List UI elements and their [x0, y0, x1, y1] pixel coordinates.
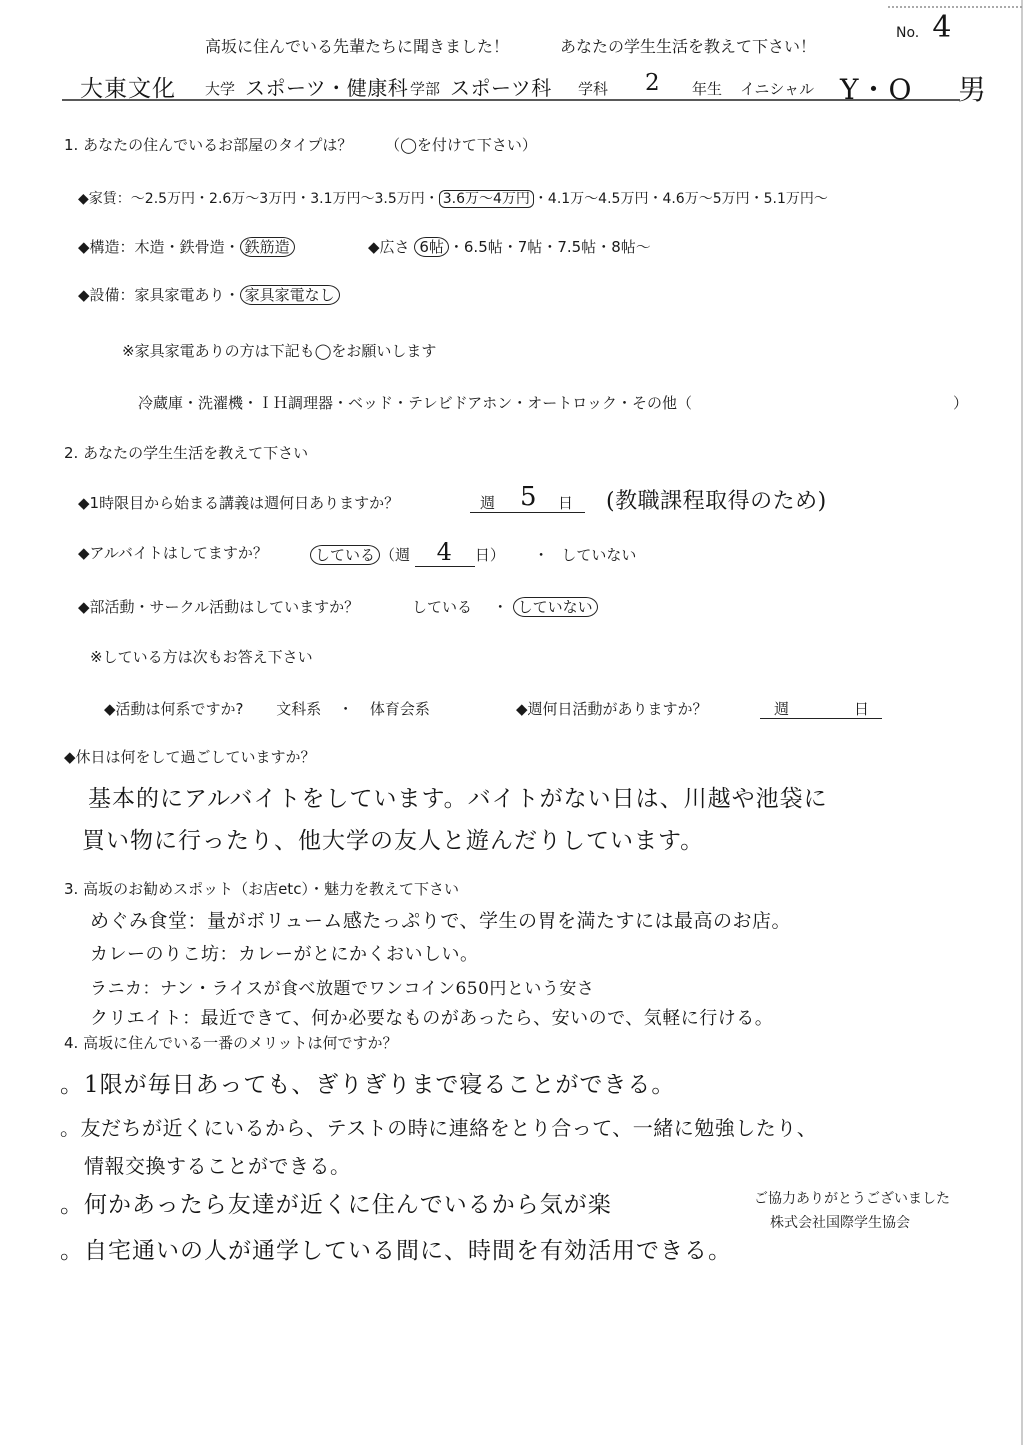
club-type-row: ◆活動は何系ですか? 文科系 ・ 体育会系	[104, 700, 430, 718]
q3-title: 3. 高坂のお勧めスポット（お店etc）・魅力を教えて下さい	[64, 880, 459, 898]
rent-option[interactable]: ～2.5万円	[130, 191, 196, 207]
q1-hint: （◯を付けて下さい）	[385, 136, 537, 154]
recommend-line: めぐみ食堂：量がボリューム感たっぷりで、学生の胃を満たすには最高のお店。	[90, 910, 792, 932]
initial-value: Y・O	[840, 73, 913, 106]
rent-row: ◆家賃：～2.5万円・2.6万～3万円・3.1万円～3.5万円・ 3.6万～4万円 ・4.1万～4.5万円・4.6万～5万円・5.1万円～	[78, 191, 828, 207]
first-period-question: ◆1時限目から始まる講義は週何日ありますか？	[78, 494, 400, 512]
size-option[interactable]: 7帖	[517, 238, 543, 256]
merit-line: 。1限が毎日あっても、ぎりぎりまで寝ることができる。	[60, 1072, 676, 1098]
club-question: ◆部活動・サークル活動はしていますか？	[78, 598, 360, 616]
profile-line	[80, 70, 988, 106]
recommend-line: ラニカ：ナン・ライスが食べ放題でワンコイン650円という安さ	[90, 979, 595, 999]
merit-line: 。友だちが近くにいるから、テストの時に連絡をとり合って、一緒に勉強したり、	[60, 1116, 818, 1140]
q1-title: 1. あなたの住んでいるお部屋のタイプは？ （◯を付けて下さい）	[64, 136, 537, 154]
club-days-field[interactable]: 週 日	[760, 694, 882, 719]
company-name: 株式会社国際学生協会	[770, 1215, 910, 1231]
faculty-value: スポーツ・健康科	[245, 76, 409, 100]
holiday-answer-line-1: 基本的にアルバイトをしています。バイトがない日は、川越や池袋に	[88, 786, 828, 812]
structure-label: ◆構造：	[78, 238, 135, 256]
faculty-label: 学部	[410, 80, 441, 98]
equipment-option-selected[interactable]: 家具家電なし	[240, 285, 340, 305]
recommend-line: カレーのりこ坊：カレーがとにかくおいしい。	[90, 944, 479, 965]
parttime-no[interactable]: していない	[561, 546, 637, 564]
structure-option[interactable]: 木造	[134, 238, 165, 256]
thanks-text: ご協力ありがとうございました	[754, 1191, 950, 1207]
year-value: 2	[645, 70, 661, 96]
parttime-days-field[interactable]: 4	[415, 538, 475, 567]
rent-option[interactable]: 4.6万～5万円	[662, 191, 750, 207]
club-days-question: ◆週何日活動がありますか？	[516, 700, 708, 718]
first-period-answer: 週 5 日	[470, 484, 585, 513]
structure-option[interactable]: 鉄骨造	[179, 238, 225, 256]
first-period-days: 5	[520, 482, 538, 512]
parttime-yes-selected[interactable]: している	[310, 545, 380, 565]
appliance-close-paren: ）	[952, 394, 968, 412]
holiday-answer-line-2: 買い物に行ったり、他大学の友人と遊んだりしています。	[82, 828, 705, 854]
appliance-note: ※家具家電ありの方は下記も◯をお願いします	[122, 342, 437, 360]
rent-option[interactable]: 3.1万円～3.5万円	[310, 191, 425, 207]
q2-title: 2. あなたの学生生活を教えて下さい	[64, 444, 309, 462]
rent-option[interactable]: 4.1万～4.5万円	[547, 191, 649, 207]
appliance-options: 冷蔵庫・洗濯機・ＩＨ調理器・ベッド・テレビドアホン・オートロック・その他（ ）	[138, 394, 968, 412]
gender-value: 男	[958, 73, 988, 106]
club-type-bunka[interactable]: 文科系	[276, 700, 322, 718]
rent-option-selected[interactable]: 3.6万～4万円	[439, 190, 534, 208]
rent-option[interactable]: 5.1万円～	[763, 191, 828, 207]
merit-line: 。何かあったら友達が近くに住んでいるから気が楽	[60, 1192, 612, 1218]
size-row: ◆広さ 6帖 ・6.5帖・7帖・7.5帖・8帖～	[368, 238, 651, 256]
parttime-answer: している （週 4 日） ・ していない	[310, 538, 636, 567]
club-note: ※している方は次もお答え下さい	[90, 648, 313, 666]
equipment-option[interactable]: 家具家電あり	[134, 286, 225, 304]
department-value: スポーツ科	[450, 76, 552, 100]
initial-label: イニシャル	[740, 80, 815, 98]
page-title: 高坂に住んでいる先輩たちに聞きました！	[205, 37, 510, 56]
equipment-row: ◆設備：家具家電あり・ 家具家電なし	[78, 284, 340, 305]
club-yes[interactable]: している	[412, 598, 473, 616]
holiday-question: ◆休日は何をして過ごしていますか？	[64, 748, 316, 766]
rent-label: ◆家賃：	[78, 191, 131, 207]
recommend-line: クリエイト：最近できて、何か必要なものがあったら、安いので、気軽に行ける。	[90, 1008, 774, 1029]
year-label: 年生	[692, 80, 723, 98]
document-number	[896, 10, 952, 45]
first-period-note: (教職課程取得のため)	[606, 489, 827, 514]
number-value: 4	[932, 10, 953, 45]
university-value: 大東文化	[80, 76, 176, 102]
club-type-taiiku[interactable]: 体育会系	[369, 700, 430, 718]
parttime-question: ◆アルバイトはしてますか？	[78, 544, 268, 562]
size-option[interactable]: 6.5帖	[463, 238, 503, 256]
size-label: ◆広さ	[368, 238, 410, 256]
structure-row: ◆構造：木造・鉄骨造・ 鉄筋造	[78, 236, 295, 257]
size-option-selected[interactable]: 6帖	[414, 237, 449, 257]
number-label: No.	[896, 25, 920, 41]
page-subtitle: あなたの学生生活を教えて下さい！	[560, 37, 817, 56]
merit-line: 情報交換することができる。	[84, 1154, 351, 1178]
size-option[interactable]: 8帖～	[611, 238, 651, 256]
size-option[interactable]: 7.5帖	[557, 238, 597, 256]
equipment-label: ◆設備：	[78, 286, 135, 304]
university-label: 大学	[205, 80, 236, 98]
merit-line: 。自宅通いの人が通学している間に、時間を有効活用できる。	[60, 1238, 732, 1264]
structure-option-selected[interactable]: 鉄筋造	[240, 237, 295, 257]
department-label: 学科	[578, 80, 609, 98]
club-answer: している ・ していない	[412, 596, 598, 617]
club-no-selected[interactable]: していない	[513, 597, 598, 617]
rent-option[interactable]: 2.6万～3万円	[209, 191, 297, 207]
q4-title: 4. 高坂に住んでいる一番のメリットは何ですか？	[64, 1034, 398, 1052]
